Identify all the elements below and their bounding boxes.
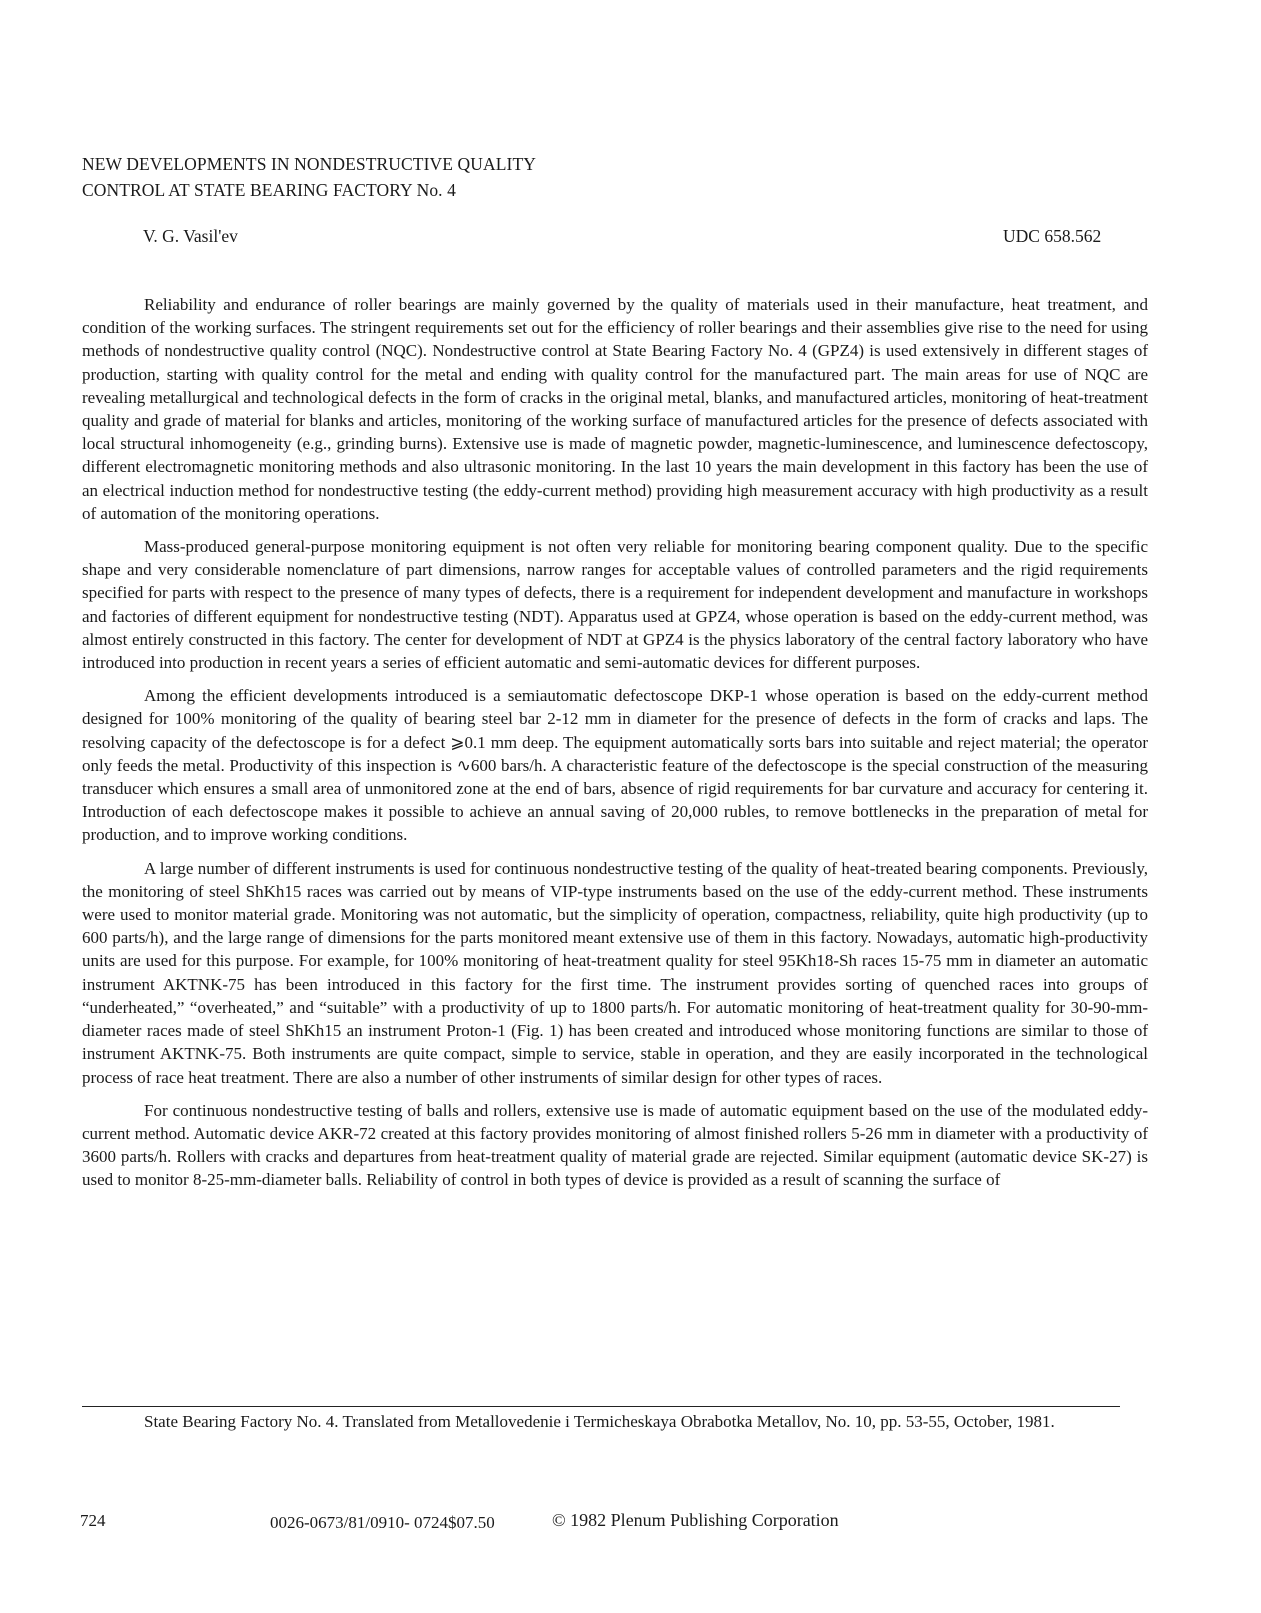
paragraph-4: A large number of different instruments is used for continuous nondestructive testing of the quality of heat-treated bearing components. Previously, the monitoring of steel ShKh15 races was carried out by means of VIP-type instruments based on the use of the eddy-current method. These instruments were used to monitor material grade. Monitoring was not automatic, but the simplicity of operation, compactness, reliability, quite high productivity (up to 600 parts/h), and the large range of dimensions for the parts monitored meant extensive use of them in this factory. Nowadays, automatic high-productivity units are used for this purpose. For example, for 100% monitoring of heat-treatment quality for steel 95Kh18-Sh races 15-75 mm in diameter an automatic instrument AKTNK-75 has been introduced in this factory for the first time. The instrument provides sorting of quenched races into groups of “underheated,” “overheated,” and “suitable” with a productivity of up to 1800 parts/h. For automatic monitoring of heat-treatment quality for 30-90-mm-diameter races made of steel ShKh15 an instrument Proton-1 (Fig. 1) has been created and introduced whose monitoring functions are similar to those of instrument AKTNK-75. Both instruments are quite compact, simple to service, stable in operation, and they are easily incorporated in the technological process of race heat treatment. There are also a number of other instruments of similar design for other types of races. bbox=[82, 858, 1148, 1087]
footnote-text: State Bearing Factory No. 4. Translated from Metallovedenie i Termicheskaya Obrabotka Metallov, No. 10, pp. 53-55, October, 1981. bbox=[144, 1412, 1055, 1431]
title-line-1: NEW DEVELOPMENTS IN NONDESTRUCTIVE QUALITY bbox=[82, 154, 536, 174]
document-code: 0026-0673/81/0910- 0724$07.50 bbox=[270, 1513, 495, 1532]
article-body bbox=[82, 293, 1148, 1202]
copyright-line: © 1982 Plenum Publishing Corporation bbox=[552, 1510, 839, 1530]
paragraph-5: For continuous nondestructive testing of balls and rollers, extensive use is made of automatic equipment based on the use of the modulated eddy-current method. Automatic device AKR-72 created at this factory provides monitoring of almost finished rollers 5-26 mm in diameter with a productivity of 3600 parts/h. Rollers with cracks and departures from heat-treatment quality of material grade are rejected. Similar equipment (automatic device SK-27) is used to monitor 8-25-mm-diameter balls. Reliability of control in both types of device is provided as a result of scanning the surface of bbox=[82, 1100, 1148, 1190]
title-line-2: CONTROL AT STATE BEARING FACTORY No. 4 bbox=[82, 180, 456, 200]
page-number: 724 bbox=[80, 1511, 106, 1530]
paragraph-2: Mass-produced general-purpose monitoring equipment is not often very reliable for monitoring bearing component quality. Due to the specific shape and very considerable nomenclature of part dimensions, narrow ranges for acceptable values of controlled parameters and the rigid requirements specified for parts with respect to the presence of many types of defects, there is a requirement for independent development and manufacture in workshops and factories of different equipment for nondestructive testing (NDT). Apparatus used at GPZ4, whose operation is based on the eddy-current method, was almost entirely constructed in this factory. The center for development of NDT at GPZ4 is the physics laboratory of the central factory laboratory who have introduced into production in recent years a series of efficient automatic and semi-automatic devices for different purposes. bbox=[82, 537, 1148, 673]
footnote bbox=[82, 1410, 1148, 1433]
udc-code: UDC 658.562 bbox=[1003, 226, 1102, 246]
author-name: V. G. Vasil'ev bbox=[143, 226, 238, 246]
article-title bbox=[82, 151, 982, 203]
footnote-divider bbox=[82, 1406, 1120, 1407]
paragraph-1: Reliability and endurance of roller bearings are mainly governed by the quality of materials used in their manufacture, heat treatment, and condition of the working surfaces. The stringent requirements set out for the efficiency of roller bearings and their assemblies give rise to the need for using methods of nondestructive quality control (NQC). Nondestructive control at State Bearing Factory No. 4 (GPZ4) is used extensively in different stages of production, starting with quality control for the metal and ending with quality control for the manufactured part. The main areas for use of NQC are revealing metallurgical and technological defects in the form of cracks in the original metal, blanks, and manufactured articles, monitoring of heat-treatment quality and grade of material for blanks and articles, monitoring of the working surface of manufactured articles for the presence of defects associated with local structural inhomogeneity (e.g., grinding burns). Extensive use is made of magnetic powder, magnetic-luminescence, and luminescence defectoscopy, different electromagnetic monitoring methods and also ultrasonic monitoring. In the last 10 years the main development in this factory has been the use of an electrical induction method for nondestructive testing (the eddy-current method) providing high measurement accuracy with high productivity as a result of automation of the monitoring operations. bbox=[82, 295, 1148, 523]
paragraph-3: Among the efficient developments introduced is a semiautomatic defectoscope DKP-1 whose operation is based on the eddy-current method designed for 100% monitoring of the quality of bearing steel bar 2-12 mm in diameter for the presence of defects in the form of cracks and laps. The resolving capacity of the defectoscope is for a defect ⩾0.1 mm deep. The equipment automatically sorts bars into suitable and reject material; the operator only feeds the metal. Productivity of this inspection is ∿600 bars/h. A characteristic feature of the defectoscope is the special construction of the measuring transducer which ensures a small area of unmonitored zone at the end of bars, absence of rigid requirements for bar curvature and accuracy for centering it. Introduction of each defectoscope makes it possible to achieve an annual saving of 20,000 rubles, to remove bottlenecks in the preparation of metal for production, and to improve working conditions. bbox=[82, 686, 1148, 845]
